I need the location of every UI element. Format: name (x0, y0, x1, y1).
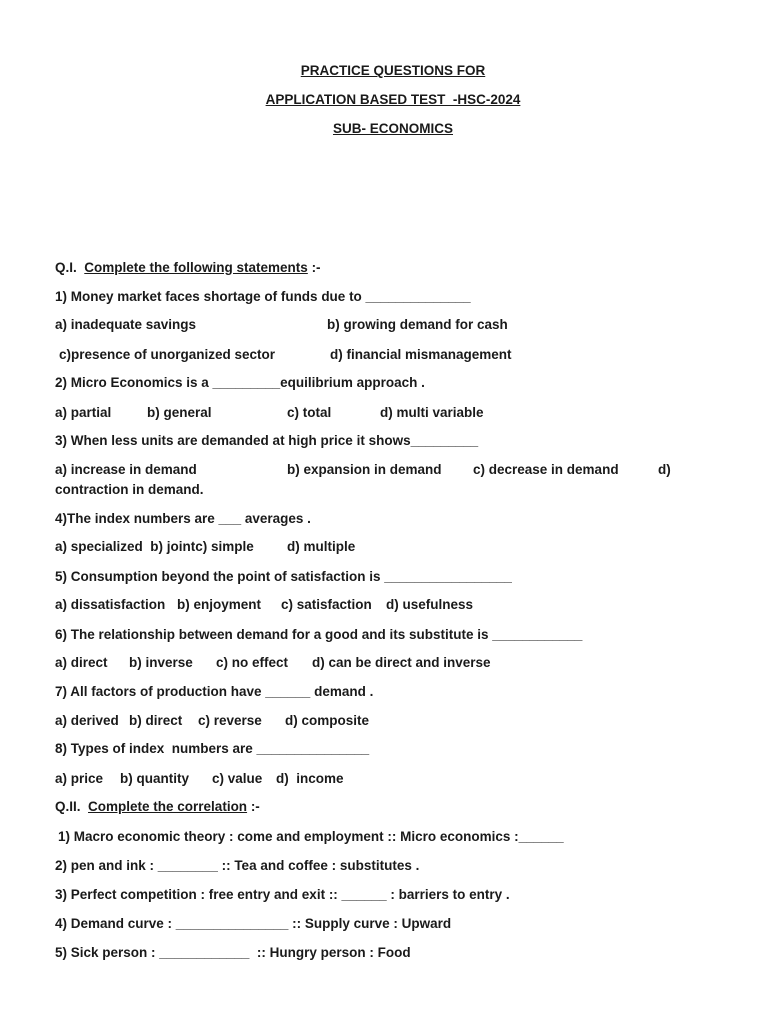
q3-option-c: c) decrease in demand (473, 462, 619, 477)
section1-suffix: :- (307, 260, 321, 275)
q7-option-d: d) composite (285, 713, 370, 728)
header-subject: SUB- ECONOMICS (332, 121, 453, 136)
q6-option-d: d) can be direct and inverse (312, 655, 491, 670)
section2-number: Q.II. (55, 799, 81, 814)
q4-option-d: d) multiple (287, 539, 356, 554)
q8-option-a: a) price (55, 771, 104, 786)
q2-option-a: a) partial (55, 405, 112, 420)
q1-option-b: b) growing demand for cash (327, 317, 508, 332)
correlation-5: 5) Sick person : ____________ :: Hungry person : Food (55, 945, 411, 960)
correlation-1: 1) Macro economic theory : come and employment :: Micro economics :______ (58, 829, 564, 844)
question-4: 4)The index numbers are ___ averages . (55, 511, 311, 526)
q3-option-a: a) increase in demand (55, 462, 197, 477)
correlation-2: 2) pen and ink : ________ :: Tea and coffee : substitutes . (55, 858, 420, 873)
q2-option-d: d) multi variable (380, 405, 484, 420)
question-8: 8) Types of index numbers are _______________ (55, 741, 370, 756)
q7-option-a: a) derived (55, 713, 119, 728)
q3-option-d: d) (658, 462, 671, 477)
q4-options-abc: a) specialized b) jointc) simple (55, 539, 254, 554)
q5-option-c: c) satisfaction (281, 597, 372, 612)
q2-option-b: b) general (147, 405, 212, 420)
q5-option-b: b) enjoyment (177, 597, 262, 612)
section2-suffix: :- (247, 799, 260, 814)
section1-number: Q.I. (55, 260, 77, 275)
q1-option-c: c)presence of unorganized sector (59, 347, 276, 362)
header-test-name: APPLICATION BASED TEST -HSC-2024 (265, 92, 521, 107)
q6-option-b: b) inverse (129, 655, 193, 670)
q6-option-c: c) no effect (216, 655, 289, 670)
q3-option-b: b) expansion in demand (287, 462, 442, 477)
q8-option-c: c) value (212, 771, 263, 786)
section1-heading (55, 259, 321, 277)
section1-title: Complete the following statements (84, 260, 308, 275)
question-5: 5) Consumption beyond the point of satisfaction is _________________ (55, 569, 512, 584)
question-6: 6) The relationship between demand for a good and its substitute is ____________ (55, 627, 583, 642)
q1-option-d: d) financial mismanagement (330, 347, 512, 362)
q3-option-d-text: contraction in demand. (55, 482, 204, 497)
question-3: 3) When less units are demanded at high price it shows_________ (55, 433, 479, 448)
q5-option-a: a) dissatisfaction (55, 597, 166, 612)
q8-option-b: b) quantity (120, 771, 189, 786)
q5-option-d: d) usefulness (386, 597, 474, 612)
section2-heading (55, 798, 260, 816)
q7-option-c: c) reverse (198, 713, 262, 728)
q7-option-b: b) direct (129, 713, 183, 728)
q8-option-d: d) income (276, 771, 344, 786)
question-1: 1) Money market faces shortage of funds due to ______________ (55, 289, 471, 304)
correlation-4: 4) Demand curve : _______________ :: Supply curve : Upward (55, 916, 452, 931)
correlation-3: 3) Perfect competition : free entry and exit :: ______ : barriers to entry . (55, 887, 510, 902)
q2-option-c: c) total (287, 405, 332, 420)
section2-title: Complete the correlation (88, 799, 248, 814)
question-7: 7) All factors of production have ______ demand . (55, 684, 374, 699)
q6-option-a: a) direct (55, 655, 108, 670)
q1-option-a: a) inadequate savings (55, 317, 197, 332)
question-2: 2) Micro Economics is a _________equilibrium approach . (55, 375, 425, 390)
header-title: PRACTICE QUESTIONS FOR (300, 63, 486, 78)
